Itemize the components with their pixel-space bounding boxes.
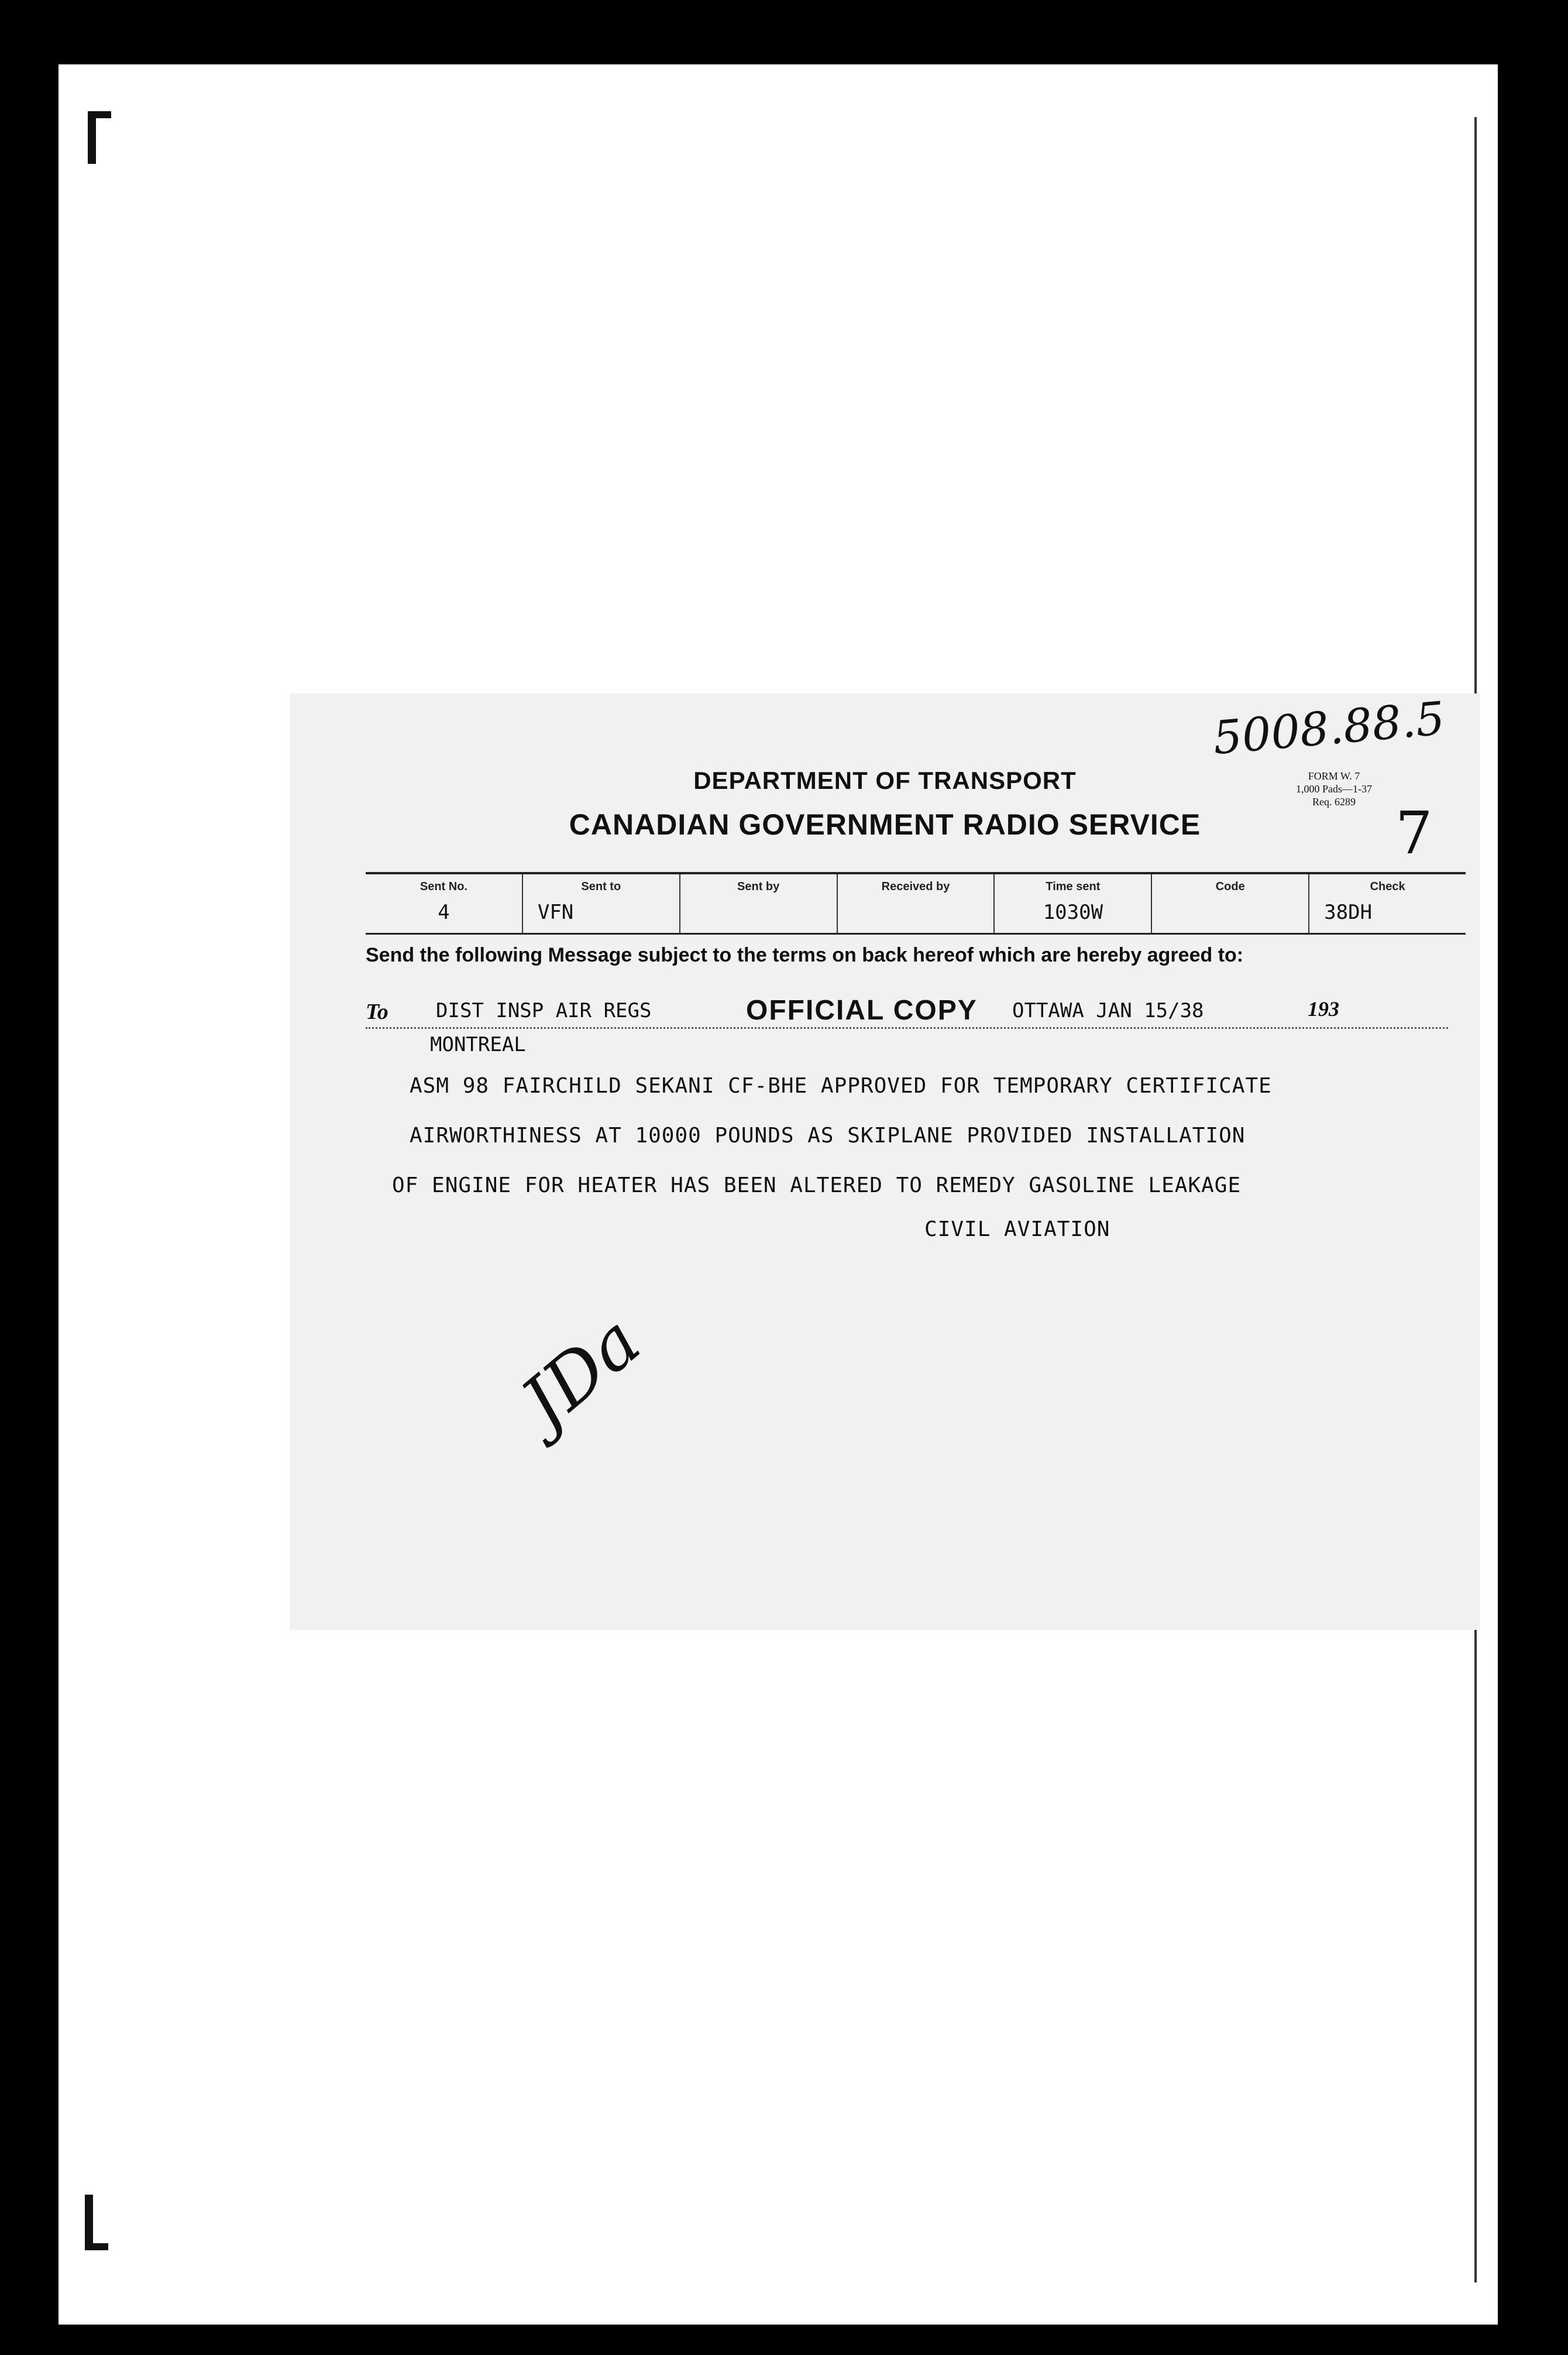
cell-check (1308, 874, 1466, 933)
recipient-city: MONTREAL (430, 1033, 526, 1056)
form-number: FORM W. 7 (1308, 770, 1360, 782)
message-line-3: OF ENGINE FOR HEATER HAS BEEN ALTERED TO REMEDY GASOLINE LEAKAGE (392, 1173, 1242, 1197)
handwritten-mark: 7 (1395, 799, 1433, 867)
form-req: Req. 6289 (1312, 796, 1356, 808)
value-sent-to: VFN (537, 901, 574, 924)
agreement-text: Send the following Message subject to the terms on back hereof which are hereby agreed to: (366, 944, 1244, 966)
crop-mark-bottom-left (85, 2195, 93, 2250)
crop-mark-top-left-arm (88, 111, 111, 118)
value-time-sent: 1030W (1043, 901, 1103, 924)
recipient: DIST INSP AIR REGS (436, 999, 652, 1022)
label-sent-no: Sent No. (419, 880, 467, 893)
label-code: Code (1215, 880, 1245, 893)
official-copy-stamp: OFFICIAL COPY (746, 995, 978, 1026)
form-pads: 1,000 Pads—1-37 (1296, 783, 1372, 795)
telegram-form (290, 694, 1480, 1630)
cell-sent-no (366, 874, 522, 933)
message-line-1: ASM 98 FAIRCHILD SEKANI CF-BHE APPROVED FOR TEMPORARY CERTIFICATE (410, 1074, 1272, 1098)
address-line (366, 995, 1448, 1029)
year-prefix: 193 (1308, 997, 1339, 1021)
message-signature: CIVIL AVIATION (924, 1217, 1110, 1241)
message-line-2: AIRWORTHINESS AT 10000 POUNDS AS SKIPLANE PROVIDED INSTALLATION (410, 1124, 1246, 1148)
to-label: To (366, 1000, 388, 1024)
label-received-by: Received by (881, 880, 950, 893)
label-sent-to: Sent to (581, 880, 621, 893)
crop-mark-top-left (88, 111, 96, 164)
form-identifier (1284, 770, 1384, 808)
handwritten-initials: JDa (506, 1300, 656, 1444)
label-check: Check (1370, 880, 1405, 893)
cell-time-sent (993, 874, 1151, 933)
cell-sent-to (522, 874, 679, 933)
handwritten-reference-number: 5008.88.5 (1211, 692, 1447, 765)
crop-mark-bottom-left-arm (85, 2243, 108, 2250)
cell-sent-by (679, 874, 837, 933)
value-check: 38DH (1324, 901, 1373, 924)
label-sent-by: Sent by (737, 880, 780, 893)
control-table (366, 872, 1466, 935)
cell-code (1151, 874, 1308, 933)
department-heading: DEPARTMENT OF TRANSPORT (693, 767, 1077, 794)
service-heading: CANADIAN GOVERNMENT RADIO SERVICE (569, 808, 1201, 841)
label-time-sent: Time sent (1046, 880, 1101, 893)
origin-date: OTTAWA JAN 15/38 (1012, 999, 1204, 1022)
value-sent-no: 4 (438, 901, 450, 924)
cell-received-by (837, 874, 994, 933)
